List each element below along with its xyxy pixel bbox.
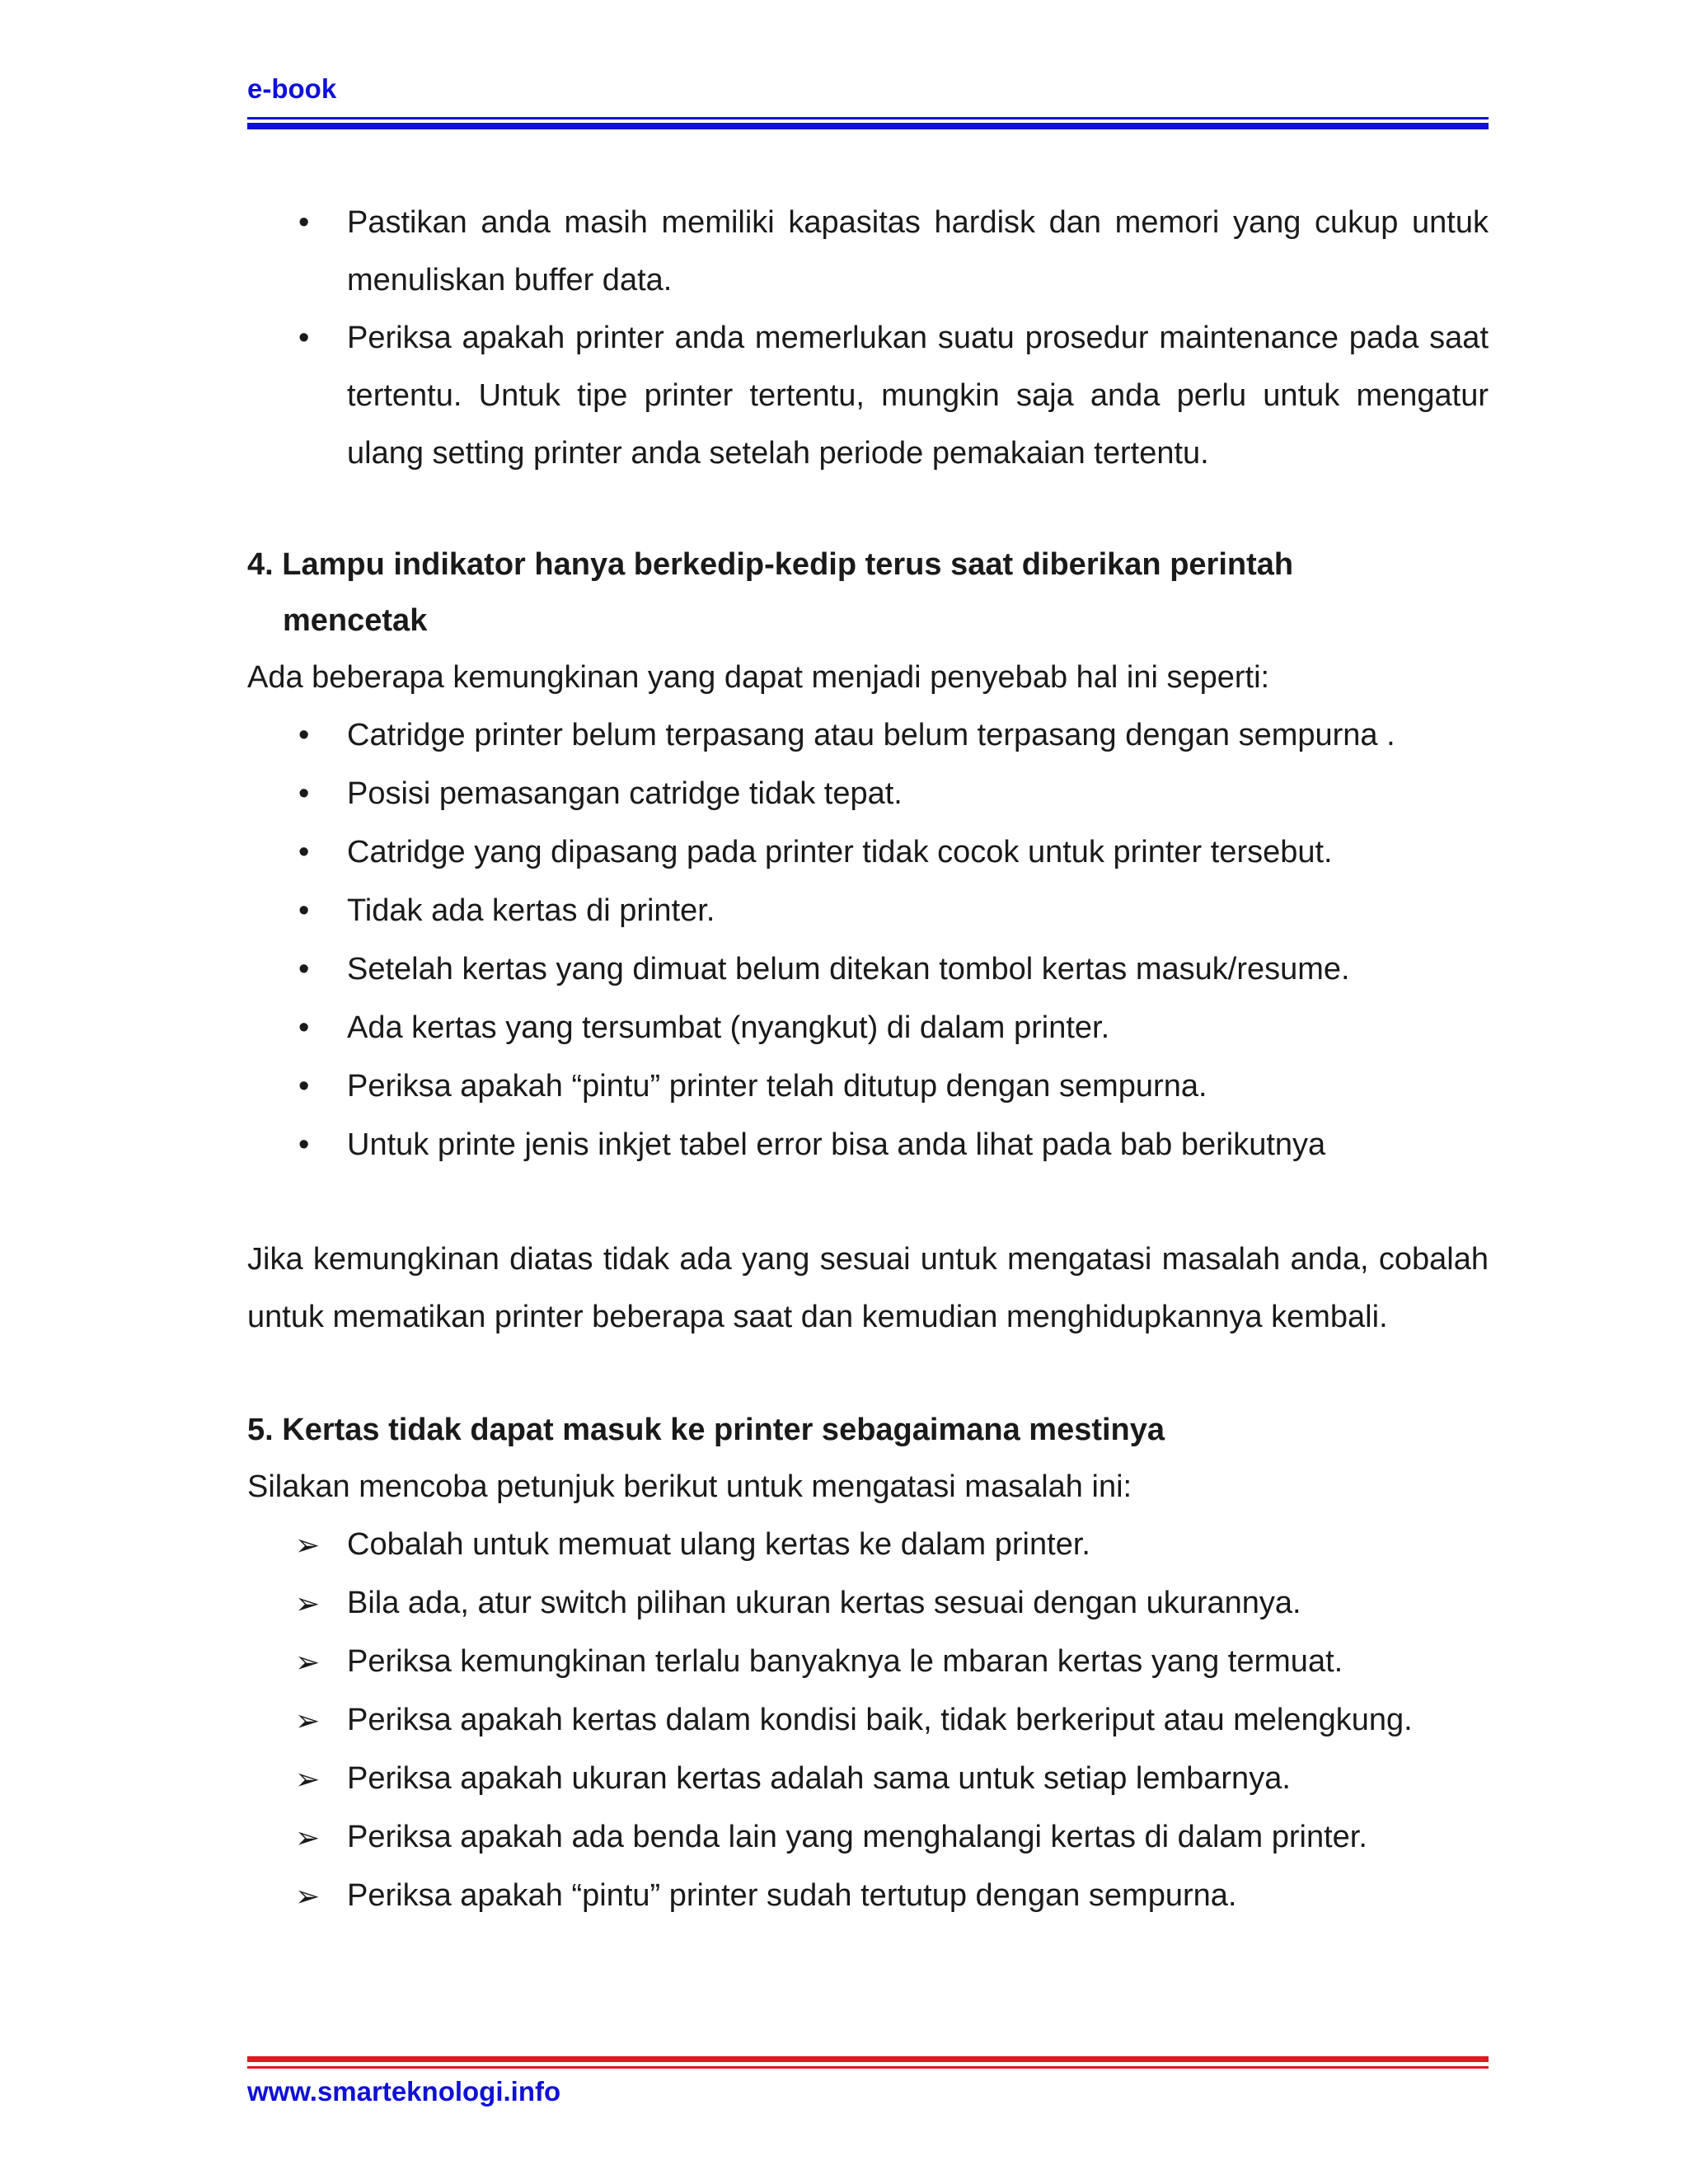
list-item-text: Untuk printe jenis inkjet tabel error bisa anda lihat pada bab berikutnya	[347, 1127, 1326, 1162]
list-item-text: Posisi pemasangan catridge tidak tepat.	[347, 776, 903, 811]
list-item	[247, 823, 1489, 882]
list-item-text: Cobalah untuk memuat ulang kertas ke dalam printer.	[347, 1527, 1090, 1562]
section-4-bullet-list	[247, 706, 1489, 1174]
list-item	[247, 1867, 1489, 1925]
list-item	[247, 1808, 1489, 1867]
section-5-heading: 5. Kertas tidak dapat masuk ke printer sebagaimana mestinya	[247, 1413, 1165, 1447]
list-item-text: Periksa apakah kertas dalam kondisi baik, tidak berkeriput atau melengkung.	[347, 1703, 1413, 1737]
list-item	[247, 1516, 1489, 1574]
list-item-text: Periksa apakah ada benda lain yang menghalangi kertas di dalam printer.	[347, 1820, 1367, 1854]
header-divider-thick	[247, 123, 1489, 129]
list-item	[247, 999, 1489, 1057]
arrow-bullet-icon: ➢	[295, 1879, 321, 1913]
list-item-text: Periksa apakah ukuran kertas adalah sama untuk setiap lembarnya.	[347, 1761, 1291, 1796]
bullet-icon: •	[298, 952, 310, 987]
list-item-text: Ada kertas yang tersumbat (nyangkut) di dalam printer.	[347, 1010, 1110, 1045]
bullet-icon: •	[298, 1010, 310, 1045]
list-item	[247, 940, 1489, 999]
list-item	[247, 1116, 1489, 1174]
header-divider-thin	[247, 117, 1489, 120]
list-item	[247, 1691, 1489, 1750]
list-item-text: Periksa apakah “pintu” printer telah ditutup dengan sempurna.	[347, 1069, 1207, 1104]
bullet-icon: •	[298, 776, 310, 811]
list-item	[247, 194, 1489, 309]
section-4-intro: Ada beberapa kemungkinan yang dapat menjadi penyebab hal ini seperti:	[247, 660, 1270, 695]
bullet-icon: •	[298, 321, 310, 355]
section-4-closing: Jika kemungkinan diatas tidak ada yang sesuai untuk mengatasi masalah anda, cobalah untuk mematikan printer beberapa saat dan kemudian menghidupkannya kembali.	[247, 1242, 1489, 1334]
footer-divider-thick	[247, 2056, 1489, 2062]
arrow-bullet-icon: ➢	[295, 1645, 321, 1679]
bullet-icon: •	[298, 1069, 310, 1104]
list-item-text: Catridge yang dipasang pada printer tidak cocok untuk printer tersebut.	[347, 835, 1333, 869]
list-item	[247, 309, 1489, 482]
section-4-heading-line2: mencetak	[283, 603, 428, 638]
list-item-text: Periksa apakah printer anda memerlukan suatu prosedur maintenance pada saat tertentu. Untuk tipe printer tertentu, mungkin saja anda perlu untuk mengatur ulang setting printer anda setelah periode pemakaian tertentu.	[347, 321, 1489, 471]
arrow-bullet-icon: ➢	[295, 1821, 321, 1854]
spacer	[247, 482, 1489, 537]
header-title: e-book	[247, 73, 337, 104]
page-content	[247, 194, 1489, 1925]
list-item	[247, 1574, 1489, 1633]
list-item	[247, 1633, 1489, 1691]
arrow-bullet-icon: ➢	[295, 1586, 321, 1620]
list-item	[247, 765, 1489, 823]
bullet-icon: •	[298, 718, 310, 752]
list-item-text: Catridge printer belum terpasang atau belum terpasang dengan sempurna .	[347, 718, 1395, 752]
list-item-text: Bila ada, atur switch pilihan ukuran kertas sesuai dengan ukurannya.	[347, 1586, 1301, 1620]
bullet-icon: •	[298, 1127, 310, 1162]
footer-website-link[interactable]: www.smarteknologi.info	[247, 2076, 561, 2107]
list-item-text: Periksa kemungkinan terlalu banyaknya le mbaran kertas yang termuat.	[347, 1644, 1343, 1679]
list-item-text: Tidak ada kertas di printer.	[347, 893, 715, 928]
intro-bullet-list	[247, 194, 1489, 482]
list-item	[247, 882, 1489, 940]
section-5-arrow-list	[247, 1516, 1489, 1925]
bullet-icon: •	[298, 205, 310, 240]
section-4-heading	[247, 537, 1489, 649]
arrow-bullet-icon: ➢	[295, 1704, 321, 1737]
footer-divider-thin	[247, 2066, 1489, 2069]
arrow-bullet-icon: ➢	[295, 1762, 321, 1796]
spacer	[247, 1346, 1489, 1402]
list-item-text: Periksa apakah “pintu” printer sudah tertutup dengan sempurna.	[347, 1878, 1237, 1913]
list-item	[247, 1750, 1489, 1808]
spacer	[247, 1174, 1489, 1230]
section-5-intro: Silakan mencoba petunjuk berikut untuk mengatasi masalah ini:	[247, 1469, 1132, 1504]
section-4-heading-line1: 4. Lampu indikator hanya berkedip-kedip terus saat diberikan perintah	[247, 547, 1294, 582]
list-item	[247, 706, 1489, 765]
list-item-text: Setelah kertas yang dimuat belum ditekan tombol kertas masuk/resume.	[347, 952, 1350, 987]
bullet-icon: •	[298, 893, 310, 928]
arrow-bullet-icon: ➢	[295, 1528, 321, 1562]
bullet-icon: •	[298, 835, 310, 869]
list-item	[247, 1057, 1489, 1116]
list-item-text: Pastikan anda masih memiliki kapasitas hardisk dan memori yang cukup untuk menuliskan buffer data.	[347, 205, 1489, 298]
